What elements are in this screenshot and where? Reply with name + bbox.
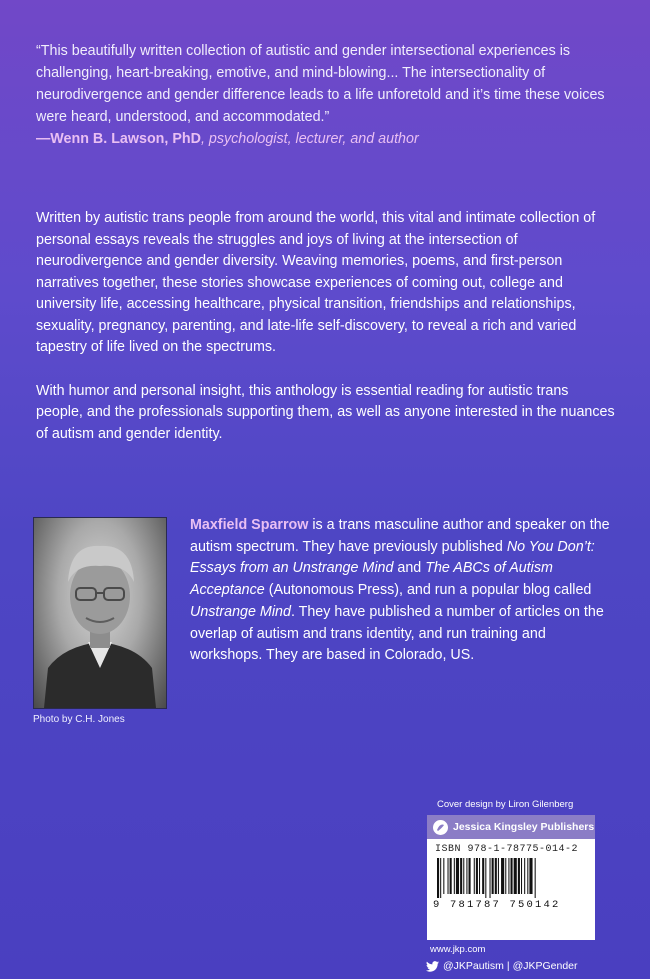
barcode-bar bbox=[454, 858, 455, 894]
quote-attribution bbox=[36, 128, 616, 150]
quote-author-role: , psychologist, lecturer, and author bbox=[200, 131, 419, 147]
bio-text-4: . They have published a number of articles on the overlap of autism and trans identity, and run training and workshops. They are based in Colorado, US. bbox=[190, 603, 604, 664]
barcode-bar bbox=[437, 858, 439, 898]
barcode bbox=[435, 858, 585, 898]
cover-design-credit: Cover design by Liron Gilenberg bbox=[437, 799, 574, 810]
barcode-bar bbox=[450, 858, 452, 894]
barcode-digits: 9 781787 750142 bbox=[433, 899, 561, 911]
author-bio bbox=[190, 515, 620, 667]
barcode-bar bbox=[485, 858, 486, 898]
bio-text-3: (Autonomous Press), and run a popular blog called bbox=[264, 582, 592, 599]
barcode-bar bbox=[498, 858, 499, 894]
twitter-handles bbox=[426, 960, 578, 972]
isbn: ISBN 978-1-78775-014-2 bbox=[435, 844, 579, 855]
publisher-bar bbox=[427, 815, 595, 839]
barcode-bar bbox=[466, 858, 467, 894]
barcode-bar bbox=[469, 858, 471, 894]
barcode-bar bbox=[511, 858, 513, 894]
barcode-bar bbox=[514, 858, 517, 894]
barcode-bar bbox=[474, 858, 475, 894]
barcode-bar bbox=[495, 858, 497, 894]
barcode-bar bbox=[501, 858, 504, 894]
quote-author: Wenn B. Lawson, PhD bbox=[50, 131, 201, 147]
barcode-bar bbox=[508, 858, 509, 894]
jkp-logo-icon bbox=[433, 820, 448, 835]
barcode-bar bbox=[490, 858, 491, 898]
barcode-bar bbox=[456, 858, 459, 894]
author-photo bbox=[33, 517, 167, 709]
description-paragraph-2: With humor and personal insight, this anthology is essential reading for autistic trans people, and the professionals supporting them, as well as anyone interested in the nuances of autism and gender identity. bbox=[36, 382, 615, 442]
barcode-bar bbox=[535, 858, 536, 898]
bio-blog: Unstrange Mind bbox=[190, 603, 291, 620]
twitter-bird-icon bbox=[426, 961, 439, 972]
website-url: www.jkp.com bbox=[430, 944, 486, 955]
barcode-bar bbox=[463, 858, 464, 894]
bio-book-2: The ABCs of Autism Acceptance bbox=[190, 560, 553, 599]
twitter-handle-gender[interactable]: @JKPGender bbox=[512, 960, 578, 972]
barcode-panel bbox=[427, 815, 595, 940]
book-description bbox=[36, 208, 616, 467]
review-quote bbox=[36, 40, 616, 150]
quote-dash: — bbox=[36, 131, 51, 147]
quote-text: “This beautifully written collection of autistic and gender intersectional experiences is challenging, heart-breaking, emotive, and mind-blowing... The intersectionality of neurodivergence and gender difference leads to a life unforetold and it’s time these voices were heard, understood, and accommodated.” bbox=[36, 43, 605, 125]
barcode-bar bbox=[443, 858, 444, 894]
photo-credit: Photo by C.H. Jones bbox=[33, 714, 125, 725]
author-name: Maxfield Sparrow bbox=[190, 517, 309, 533]
barcode-bar bbox=[505, 858, 506, 894]
barcode-bar bbox=[448, 858, 449, 894]
barcode-bar bbox=[460, 858, 462, 894]
barcode-bar bbox=[479, 858, 480, 894]
barcode-bar bbox=[482, 858, 484, 894]
barcode-bar bbox=[518, 858, 520, 894]
barcode-bar bbox=[476, 858, 478, 894]
twitter-separator: | bbox=[506, 960, 510, 972]
bio-text-2: and bbox=[393, 560, 426, 577]
publisher-name: Jessica Kingsley Publishers bbox=[453, 821, 595, 833]
barcode-bar bbox=[440, 858, 441, 898]
barcode-bar bbox=[527, 858, 528, 894]
description-paragraph-1: Written by autistic trans people from around the world, this vital and intimate collection of personal essays reveals the struggles and joys of living at the intersection of neurodivergence and gender diversity. Weaving memories, poems, and first-person narratives together, these stories showcase experiences of coming out, college and university life, accessing healthcare, physical transition, friendships and relationships, sexuality, pregnancy, parenting, and late-life self-discovery, to reveal a rich and varied tapestry of life lived on the spectrums. bbox=[36, 210, 596, 355]
twitter-handle-autism[interactable]: @JKPautism bbox=[443, 960, 504, 972]
barcode-bar bbox=[524, 858, 525, 894]
barcode-bar bbox=[521, 858, 522, 894]
barcode-bar bbox=[529, 858, 532, 894]
bio-text-1: is a trans masculine author and speaker on the autism spectrum. They have previously published bbox=[190, 517, 610, 555]
barcode-bar bbox=[492, 858, 494, 894]
bio-book-1: No You Don’t: Essays from an Unstrange Mind bbox=[190, 538, 595, 577]
